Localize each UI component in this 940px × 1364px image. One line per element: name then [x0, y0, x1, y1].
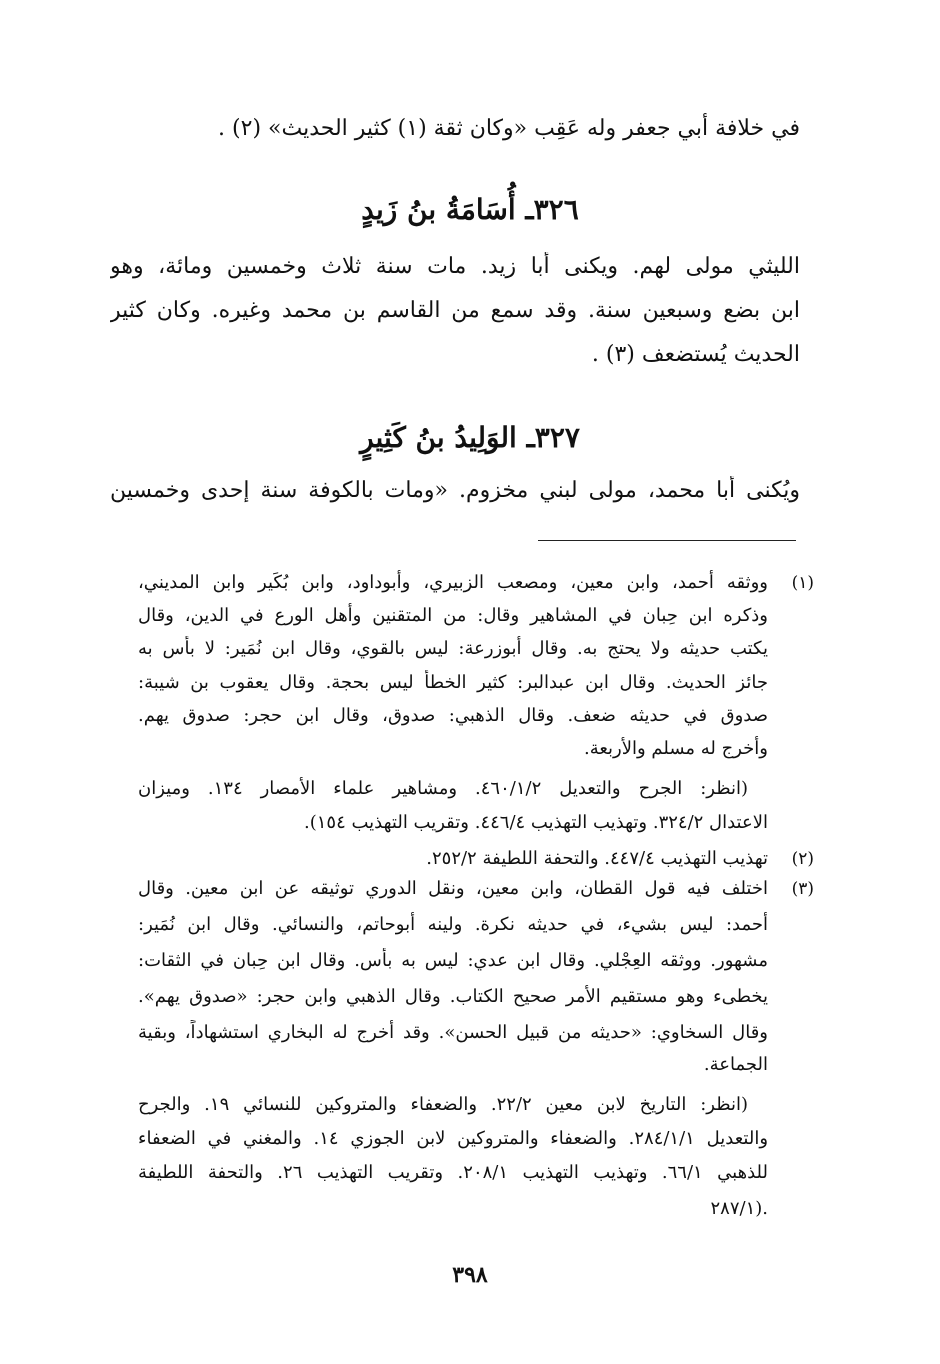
- entry-326-line-2: ابن بضع وسبعين سنة. وقد سمع من القاسم بن محمد وغيره. وكان كثير: [110, 298, 800, 323]
- footnote-1-ref-1: (انظر: الجرح والتعديل ٤٦٠/١/٢. ومشاهير علماء الأمصار ١٣٤. وميزان: [138, 778, 748, 799]
- footnote-1-line-5: صدوق في حديثه ضعف. وقال الذهبي: صدوق، وقال ابن حجر: صدوق يهم.: [138, 705, 768, 726]
- footnote-2-line-1: تهذيب التهذيب ٤٤٧/٤. والتحفة اللطيفة ٢٥٢/٢.: [426, 848, 768, 869]
- footnote-1-line-4: جائز الحديث. وقال ابن عبدالبر: كثير الخطأ ليس بحجة. وقال يعقوب بن شيبة:: [138, 672, 768, 693]
- page-number: ٣٩٨: [452, 1262, 488, 1288]
- footnote-3-line-3: مشهور. ووثقه العِجْلي. وقال ابن عدي: ليس به بأس. وقال ابن حِبان في الثقات:: [138, 950, 768, 971]
- entry-326-line-1: الليثي مولى لهم. ويكنى أبا زيد. مات سنة ثلاث وخمسين ومائة، وهو: [110, 254, 800, 279]
- footnote-1-line-6: وأخرج له مسلم والأربعة.: [583, 738, 768, 759]
- footnote-3-line-6: الجماعة.: [703, 1054, 768, 1075]
- entry-326-heading: ٣٢٦ـ أُسَامَةُ بنُ زَيدٍ: [361, 193, 579, 226]
- continuation-line: في خلافة أبي جعفر وله عَقِب «وكان ثقة (١) كثير الحديث» (٢) .: [218, 116, 800, 141]
- footnote-1-line-3: يكتب حديثه ولا يحتج به. وقال أبوزرعة: ليس بالقوي، وقال ابن نُمَير: لا بأس به: [138, 638, 768, 659]
- footnote-3-ref-3: للذهبي ٦٦/١. وتهذيب التهذيب ٢٠٨/١. وتقريب التهذيب ٢٦. والتحفة اللطيفة: [138, 1162, 768, 1183]
- footnote-1-line-2: وذكره ابن حِبان في المشاهير وقال: من المتقنين وأهل الورع في الدين، وقال: [138, 605, 768, 626]
- footnote-3-line-2: أحمد: ليس بشيء، في حديثه نكرة. ولينه أبوحاتم، والنسائي. وقال ابن نُمَير:: [138, 914, 768, 935]
- footnote-3-ref-2: والتعديل ٢٨٤/١/١. والضعفاء والمتروكين لابن الجوزي ١٤. والمغني في الضعفاء: [138, 1128, 768, 1149]
- entry-327-line-1: ويُكنى أبا محمد، مولى لبني مخزوم. «ومات بالكوفة سنة إحدى وخمسين: [110, 478, 800, 503]
- entry-326-line-3: الحديث يُستضعف (٣) .: [591, 342, 800, 367]
- footnote-3-ref-4: ٢٨٧/١).: [710, 1198, 768, 1219]
- footnote-separator: [538, 540, 796, 541]
- footnote-1-ref-2: الاعتدال ٣٢٤/٢. وتهذيب التهذيب ٤٤٦/٤. وتقريب التهذيب ١٥٤).: [304, 812, 768, 833]
- footnote-3-line-1: اختلف فيه قول القطان، وابن معين، ونقل الدوري توثيقه عن ابن معين. وقال: [138, 878, 768, 899]
- footnote-3-ref-1: (انظر: التاريخ لابن معين ٢٢/٢. والضعفاء والمتروكين للنسائي ١٩. والجرح: [138, 1094, 748, 1115]
- footnote-2-number: (٢): [791, 849, 814, 869]
- entry-327-heading: ٣٢٧ـ الوَلِيدُ بنُ كَثِيرٍ: [360, 421, 580, 454]
- footnote-1-line-1: ووثقه أحمد، وابن معين، ومصعب الزبيري، وأبوداود، وابن بُكَير وابن المديني،: [138, 572, 768, 593]
- footnote-1-number: (١): [791, 573, 814, 593]
- footnote-3-number: (٣): [791, 879, 814, 899]
- footnote-3-line-5: وقال السخاوي: «حديثه من قبيل الحسن». وقد أخرج له البخاري استشهاداً، وبقية: [138, 1022, 768, 1043]
- footnote-3-line-4: يخطىء وهو مستقيم الأمر صحيح الكتاب. وقال الذهبي وابن حجر: «صدوق يهم».: [138, 986, 768, 1007]
